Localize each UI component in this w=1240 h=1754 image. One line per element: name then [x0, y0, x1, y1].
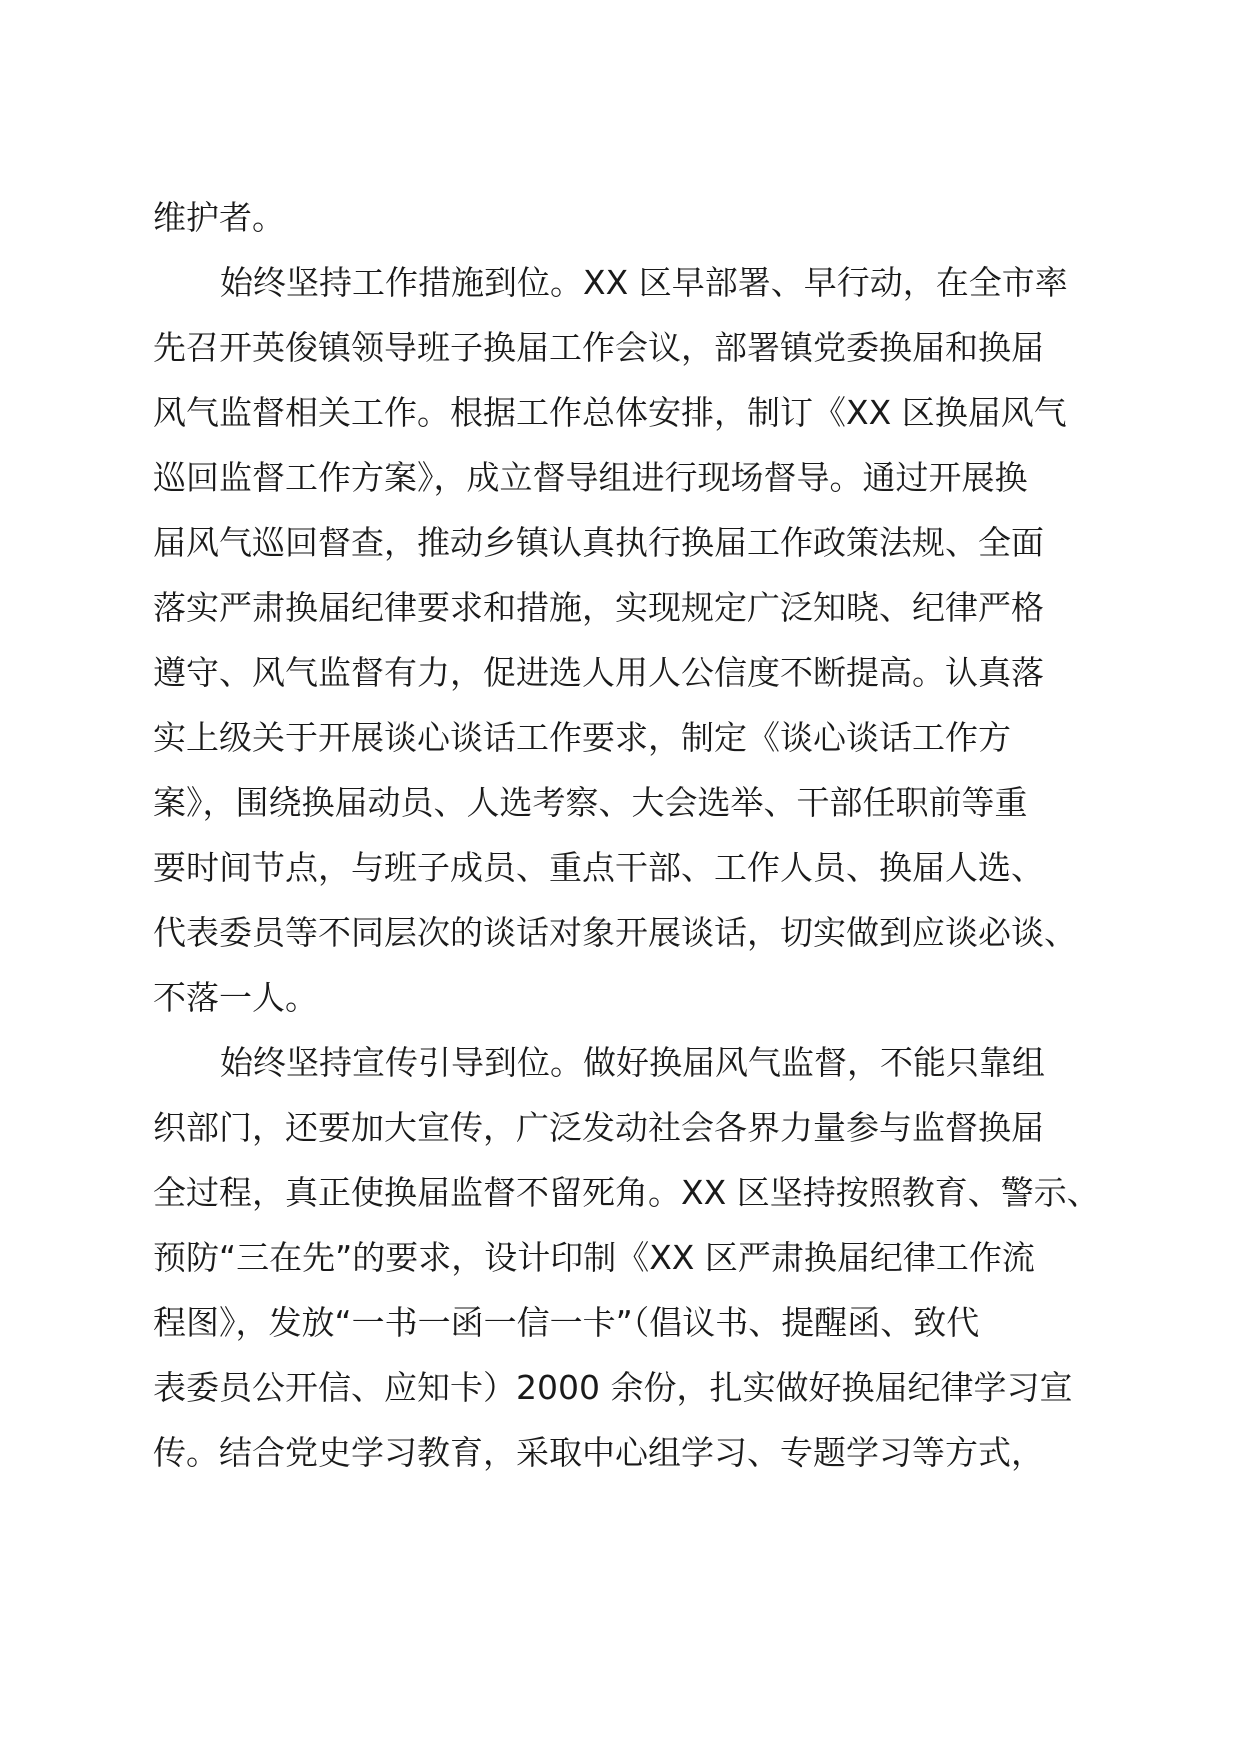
text-line-19: 表委员公开信、应知卡）2000 余份，扎实做好换届纪律学习宣 — [153, 1368, 1073, 1407]
text-line-10: 案》，围绕换届动员、人选考察、大会选举、干部任职前等重 — [153, 783, 1028, 822]
text-line-15: 织部门，还要加大宣传，广泛发动社会各界力量参与监督换届 — [153, 1108, 1044, 1147]
paragraph-heading-measures: 始终坚持工作措施到位。XX 区早部署、早行动，在全市率 — [220, 263, 1068, 302]
text-line-4: 风气监督相关工作。根据工作总体安排，制订《XX 区换届风气 — [153, 393, 1067, 432]
text-line-8: 遵守、风气监督有力，促进选人用人公信度不断提高。认真落 — [153, 653, 1044, 692]
text-line-1: 维护者。 — [153, 198, 285, 237]
text-line-12: 代表委员等不同层次的谈话对象开展谈话，切实做到应谈必谈、 — [153, 913, 1077, 952]
text-line-6: 届风气巡回督查，推动乡镇认真执行换届工作政策法规、全面 — [153, 523, 1044, 562]
text-line-17: 预防“三在先”的要求，设计印制《XX 区严肃换届纪律工作流 — [153, 1238, 1035, 1277]
text-line-13: 不落一人。 — [153, 978, 318, 1017]
paragraph-heading-publicity: 始终坚持宣传引导到位。做好换届风气监督，不能只靠组 — [220, 1043, 1045, 1082]
text-line-11: 要时间节点，与班子成员、重点干部、工作人员、换届人选、 — [153, 848, 1044, 887]
text-line-7: 落实严肃换届纪律要求和措施，实现规定广泛知晓、纪律严格 — [153, 588, 1044, 627]
text-line-5: 巡回监督工作方案》，成立督导组进行现场督导。通过开展换 — [153, 458, 1028, 497]
text-line-18: 程图》，发放“一书一函一信一卡”（倡议书、提醒函、致代 — [153, 1303, 980, 1342]
text-line-3: 先召开英俊镇领导班子换届工作会议，部署镇党委换届和换届 — [153, 328, 1044, 367]
text-line-9: 实上级关于开展谈心谈话工作要求，制定《谈心谈话工作方 — [153, 718, 1011, 757]
text-line-20: 传。结合党史学习教育，采取中心组学习、专题学习等方式， — [153, 1433, 1044, 1472]
text-line-16: 全过程，真正使换届监督不留死角。XX 区坚持按照教育、警示、 — [153, 1173, 1100, 1212]
